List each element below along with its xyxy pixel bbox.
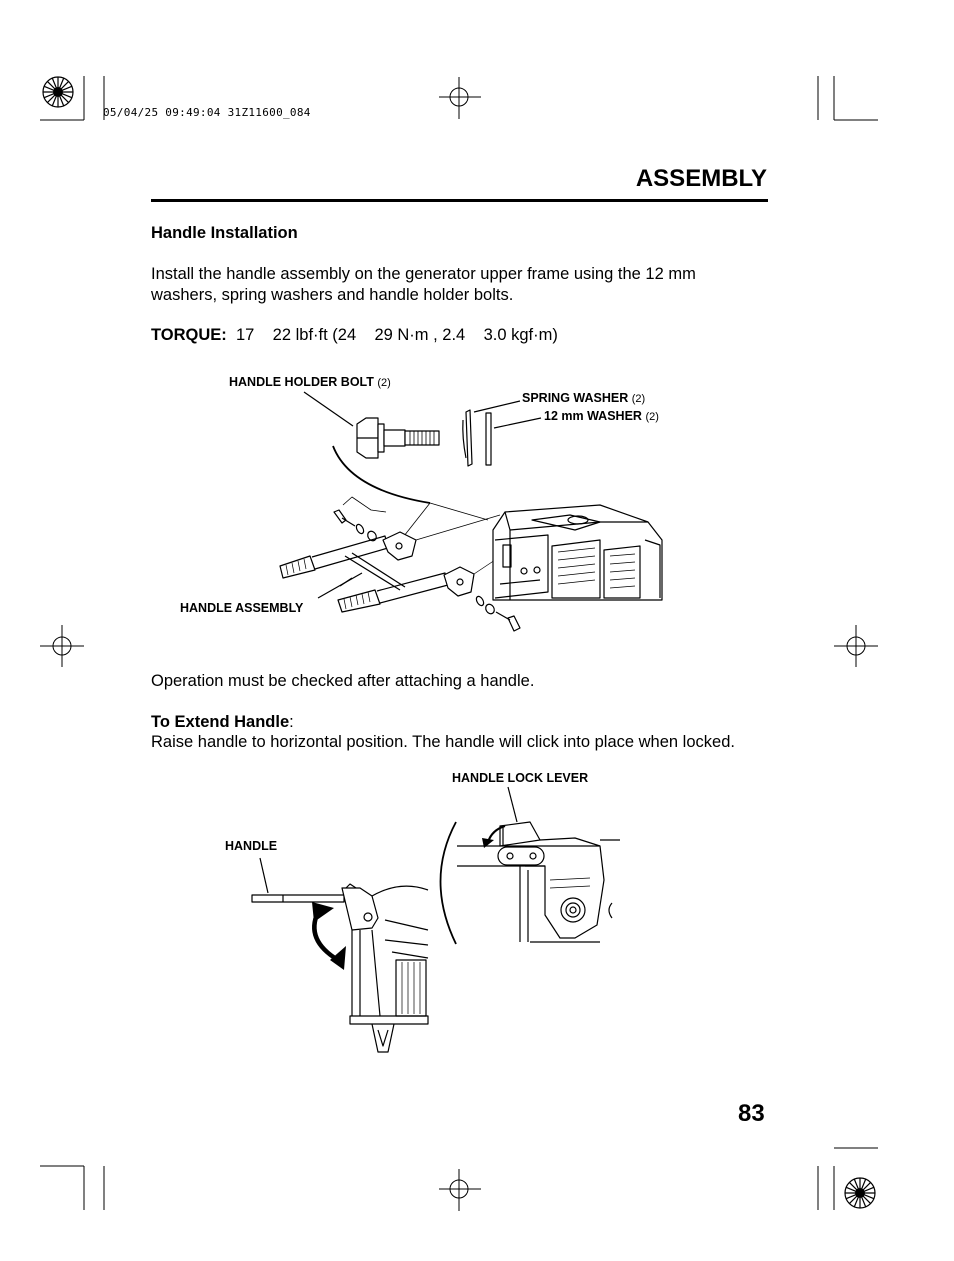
page-number: 83 xyxy=(738,1100,765,1127)
exploded-hardware-upper xyxy=(334,510,378,542)
extend-handle-text: Raise handle to horizontal position. The handle will click into place when locked. xyxy=(151,733,735,751)
label-handle: HANDLE xyxy=(225,839,278,853)
generator-drawing xyxy=(493,505,662,600)
label-handle-lock-lever: HANDLE LOCK LEVER xyxy=(452,771,589,785)
extend-handle-heading: To Extend Handle: xyxy=(151,713,294,731)
registration-mark-left xyxy=(40,625,84,667)
registration-mark-right xyxy=(834,625,878,667)
bolt-detail xyxy=(357,418,439,458)
washers-detail xyxy=(463,410,491,466)
starburst-mark-bottom-right xyxy=(845,1178,875,1208)
label-spring-washer: SPRING WASHER (2) xyxy=(522,391,646,405)
section-title: ASSEMBLY xyxy=(635,165,767,192)
title-rule xyxy=(151,199,768,202)
torque-label: TORQUE xyxy=(151,326,222,344)
registration-mark-top xyxy=(439,77,481,119)
handle-assembly-drawing xyxy=(280,515,500,612)
starburst-mark-top-left xyxy=(43,77,73,107)
label-handle-holder-bolt: HANDLE HOLDER BOLT (2) xyxy=(229,375,391,389)
torque-value: 17 22 lbf·ft (24 29 N·m , 2.4 3.0 kgf·m) xyxy=(235,326,558,344)
lock-lever-detail xyxy=(457,822,620,942)
label-handle-assembly: HANDLE ASSEMBLY xyxy=(180,601,304,615)
handle-installation-heading: Handle Installation xyxy=(151,224,298,242)
registration-mark-bottom xyxy=(439,1169,481,1211)
operation-note: Operation must be checked after attaching a handle. xyxy=(151,672,535,690)
print-stamp: 05/04/25 09:49:04 31Z11600_084 xyxy=(103,106,311,119)
figure-extend-handle xyxy=(252,787,620,1052)
label-12mm-washer: 12 mm WASHER (2) xyxy=(544,409,659,423)
handle-installation-instruction: Install the handle assembly on the generator upper frame using the 12 mm washers, spring washers and handle holder bolts. xyxy=(151,265,696,304)
figure-handle-installation xyxy=(280,392,662,631)
torque-spec: TORQUE: 17 22 lbf·ft (24 29 N·m , 2.4 3.0 kgf·m) xyxy=(151,326,558,344)
